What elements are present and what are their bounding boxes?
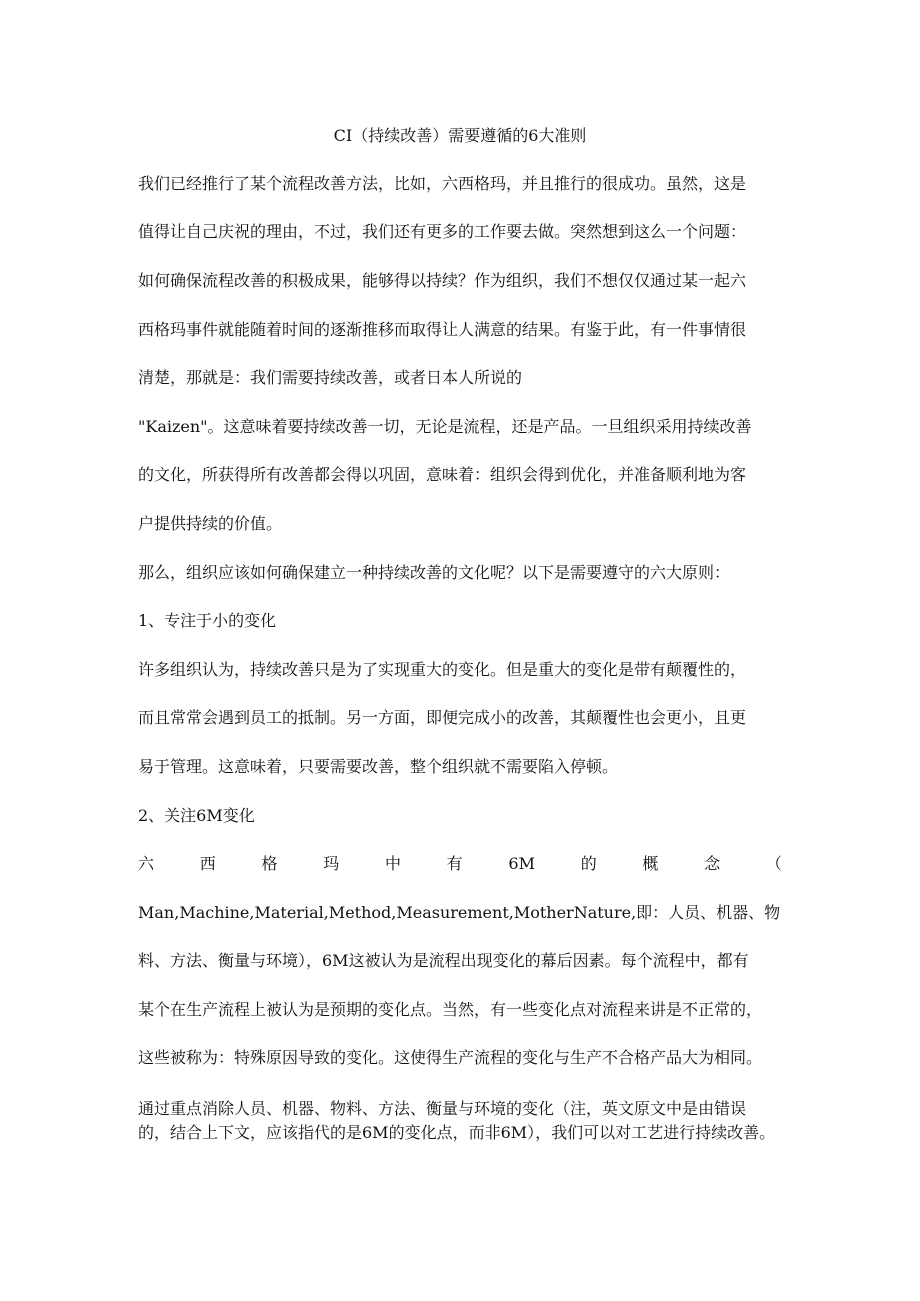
final-line: 通过重点消除人员、机器、物料、方法、衡量与环境的变化（注，英文原文中是由错误 (138, 1099, 747, 1118)
spread-word: 6M (508, 854, 535, 873)
body-line: "Kaizen"。这意味着要持续改善一切，无论是流程，还是产品。一旦组织采用持续改善 (138, 417, 752, 436)
body-line: 某个在生产流程上被认为是预期的变化点。当然，有一些变化点对流程来讲是不正常的， (138, 1000, 763, 1019)
spread-word: 的 (580, 854, 597, 873)
body-line: 而且常常会遇到员工的抵制。另一方面，即便完成小的改善，其颠覆性也会更小，且更 (138, 708, 747, 727)
spread-word: 概 (642, 854, 659, 873)
body-line: 清楚，那就是：我们需要持续改善，或者日本人所说的 (138, 368, 523, 387)
spread-word: 中 (384, 854, 401, 873)
body-line: 料、方法、衡量与环境），6M这被认为是流程出现变化的幕后因素。每个流程中，都有 (138, 951, 749, 970)
body-line: Man,Machine,Material,Method,Measurement,MotherNature,即：人员、机器、物 (138, 903, 781, 922)
body-line: 这些被称为：特殊原因导致的变化。这使得生产流程的变化与生产不合格产品大为相同。 (138, 1048, 763, 1067)
body-line: 值得让自己庆祝的理由，不过，我们还有更多的工作要去做。突然想到这么一个问题： (138, 222, 747, 241)
spread-word: 六 (138, 854, 155, 873)
spread-word: 玛 (323, 854, 340, 873)
body-line: 那么，组织应该如何确保建立一种持续改善的文化呢？以下是需要遵守的六大原则： (138, 563, 731, 582)
spread-word: 西 (199, 854, 216, 873)
body-line: 西格玛事件就能随着时间的逐渐推移而取得让人满意的结果。有鉴于此，有一件事情很 (138, 320, 747, 339)
final-line: 的，结合上下文，应该指代的是6M的变化点，而非6M），我们可以对工艺进行持续改善。 (138, 1123, 776, 1142)
body-line: 户提供持续的价值。 (138, 514, 283, 533)
section-heading: 1、专注于小的变化 (138, 611, 277, 630)
body-line: 的文化，所获得所有改善都会得以巩固，意味着：组织会得到优化，并准备顺利地为客 (138, 465, 747, 484)
section-heading: 2、关注6M变化 (138, 806, 255, 825)
document-title: CI（持续改善）需要遵循的6大准则 (333, 126, 587, 145)
spread-word: 格 (261, 854, 278, 873)
body-line: 易于管理。这意味着，只要需要改善，整个组织就不需要陷入停顿。 (138, 757, 619, 776)
body-line: 许多组织认为，持续改善只是为了实现重大的变化。但是重大的变化是带有颠覆性的， (138, 660, 747, 679)
spread-word: 念 (704, 854, 721, 873)
spread-line (138, 852, 782, 876)
spread-word: 有 (446, 854, 463, 873)
spread-word: （ (765, 854, 782, 873)
body-line: 我们已经推行了某个流程改善方法，比如，六西格玛，并且推行的很成功。虽然，这是 (138, 174, 747, 193)
body-line: 如何确保流程改善的积极成果，能够得以持续？作为组织，我们不想仅仅通过某一起六 (138, 271, 747, 290)
